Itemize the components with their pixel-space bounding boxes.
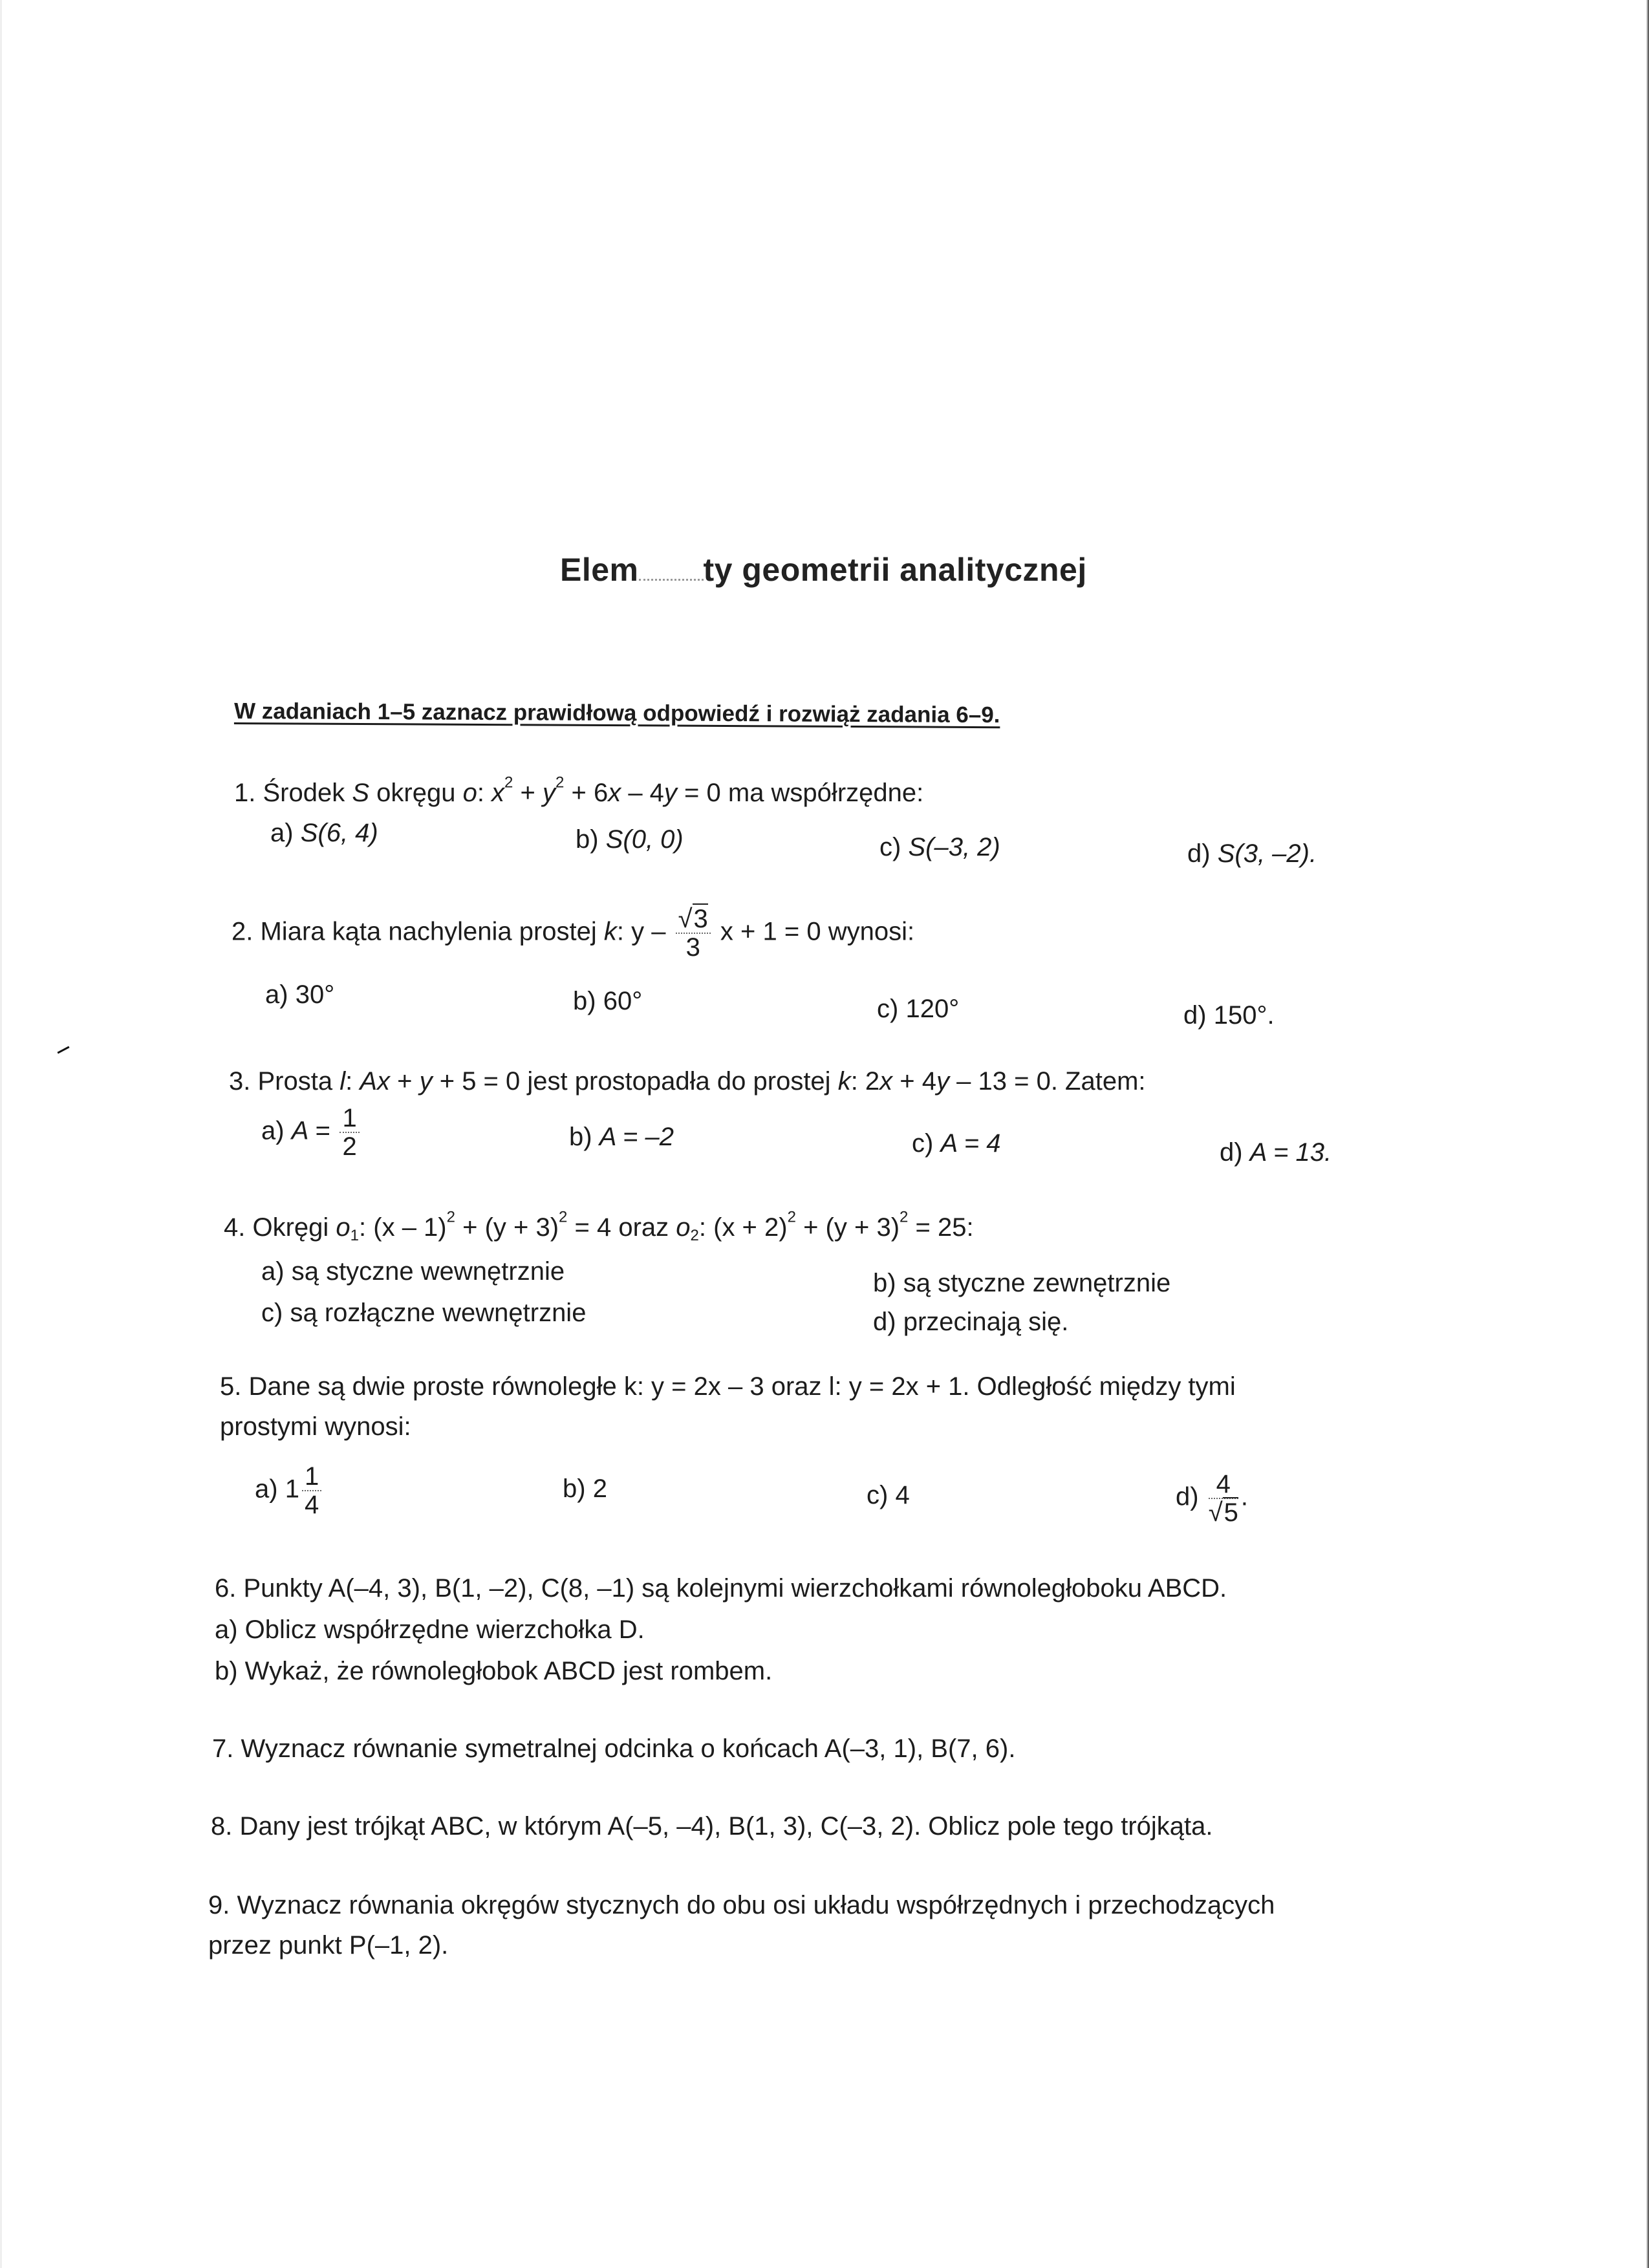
task-3-question: 3. Prosta l: Ax + y + 5 = 0 jest prostopadła do prostej k: 2x + 4y – 13 = 0. Zatem: (229, 1067, 1146, 1096)
task-2-fraction: $\frac{√3}{3}$ (676, 905, 711, 961)
scan-edge-right (1646, 0, 1649, 2268)
task-6-question: 6. Punkty A(–4, 3), B(1, –2), C(8, –1) są kolejnymi wierzchołkami równoległoboku ABCD. (215, 1574, 1227, 1603)
task-2-option-b[interactable]: b) 60° (573, 987, 643, 1015)
task-1-option-b[interactable]: b) S(0, 0) (576, 825, 684, 854)
task-9-question-line-1: 9. Wyznacz równania okręgów stycznych do obu osi układu współrzędnych i przechodzących (208, 1891, 1275, 1919)
task-9-question-line-2: przez punkt P(–1, 2). (208, 1931, 449, 1960)
task-1-question: 1. Środek S okręgu o: $x^2 + y^2 + 6x - 4y = 0$ ma współrzędne: (234, 773, 924, 807)
task-5-question-line-1: 5. Dane są dwie proste równoległe k: y = 2x – 3 oraz l: y = 2x + 1. Odległość między tymi (220, 1372, 1236, 1401)
task-1-option-a[interactable]: a) S(6, 4) (270, 819, 378, 847)
task-4-option-c[interactable]: c) są rozłączne wewnętrznie (261, 1299, 587, 1327)
task-3-option-c[interactable]: c) A = 4 (912, 1129, 1001, 1158)
task-4-option-a[interactable]: a) są styczne wewnętrznie (261, 1257, 565, 1286)
task-5-option-d[interactable]: d) $\frac{4}{√5}$ . (1176, 1470, 1249, 1527)
title-left: Elem (560, 552, 639, 588)
task-3-option-b[interactable]: b) A = –2 (569, 1123, 674, 1151)
task-1-option-c[interactable]: c) S(–3, 2) (879, 833, 1000, 861)
page-title (560, 551, 1087, 589)
task-3-option-a[interactable]: a) A = $\frac{1}{2}$ (261, 1105, 362, 1160)
task-3-option-d[interactable]: d) A = 13. (1220, 1138, 1332, 1167)
scan-edge-left (0, 0, 2, 2268)
instructions: W zadaniach 1–5 zaznacz prawidłową odpowiedź i rozwiąż zadania 6–9. (233, 698, 1000, 728)
task-8-question: 8. Dany jest trójkąt ABC, w którym A(–5, –4), B(1, 3), C(–3, 2). Oblicz pole tego trójkąta. (211, 1812, 1213, 1841)
pen-mark (57, 1046, 69, 1053)
task-2-option-a[interactable]: a) 30° (265, 980, 335, 1009)
task-1-option-d[interactable]: d) S(3, –2). (1187, 839, 1317, 868)
task-6-part-a: a) Oblicz współrzędne wierzchołka D. (215, 1615, 645, 1644)
title-gap (639, 575, 704, 581)
task-2-option-c[interactable]: c) 120° (877, 995, 960, 1023)
title-right: ty geometrii analitycznej (703, 552, 1087, 588)
task-2-option-d[interactable]: d) 150°. (1183, 1001, 1275, 1030)
task-5-option-a[interactable]: a) 1 $\frac{1}{4}$ (255, 1463, 324, 1518)
task-2-question: 2. Miara kąta nachylenia prostej k: y – $\frac{√3}{3}$ x + 1 = 0 wynosi: (232, 905, 915, 962)
task-4-option-b[interactable]: b) są styczne zewnętrznie (873, 1269, 1171, 1297)
task-5-option-c[interactable]: c) 4 (867, 1481, 910, 1509)
task-4-option-d[interactable]: d) przecinają się. (873, 1308, 1069, 1336)
task-7-question: 7. Wyznacz równanie symetralnej odcinka o końcach A(–3, 1), B(7, 6). (212, 1734, 1016, 1763)
task-5-option-b[interactable]: b) 2 (563, 1474, 607, 1503)
task-5-question-line-2: prostymi wynosi: (220, 1412, 411, 1441)
task-4-question: 4. Okręgi $o_1$: $(x - 1)^2 + (y + 3)^2 = 4$ oraz $o_2$: $(x + 2)^2 + (y + 3)^2 = 25$: (224, 1208, 974, 1245)
task-6-part-b: b) Wykaż, że równoległobok ABCD jest rombem. (215, 1657, 773, 1685)
